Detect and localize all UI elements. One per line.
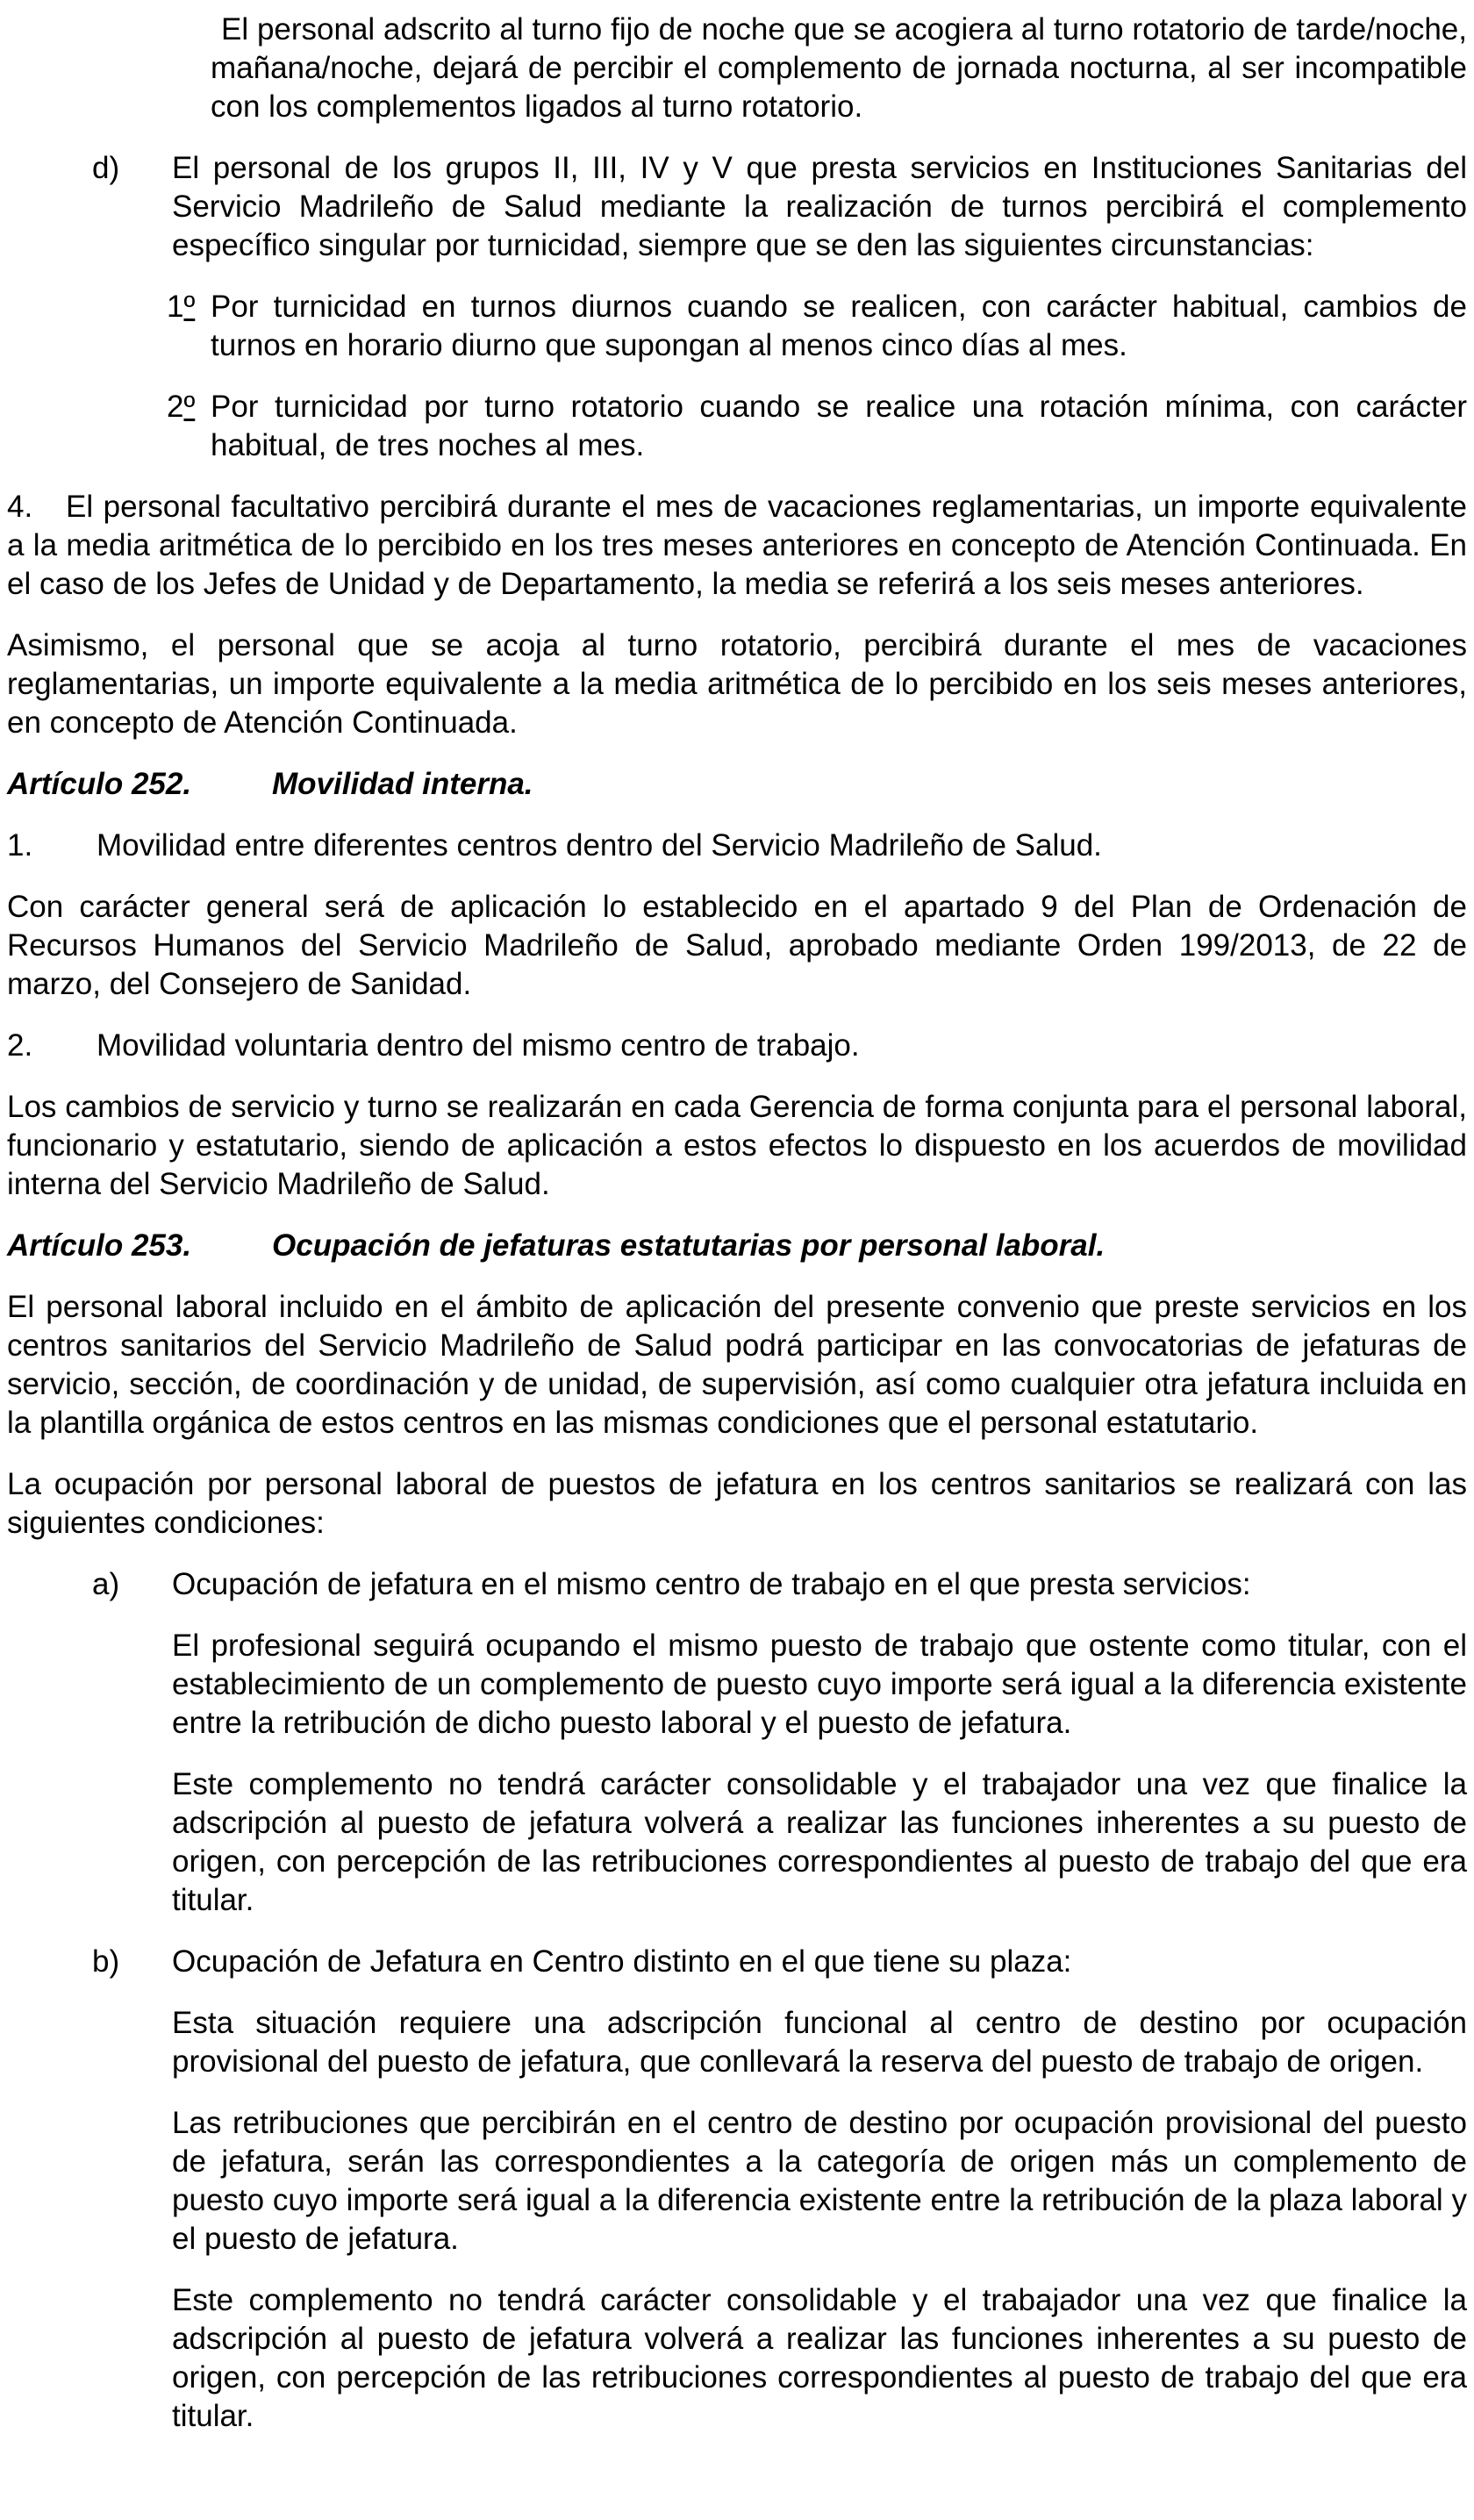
numbered-paragraph bbox=[7, 1027, 1467, 1065]
list-item bbox=[92, 149, 1467, 265]
paragraph: Con carácter general será de aplicación lo establecido en el apartado 9 del Plan de Ordenación de Recursos Humanos del Servicio Madrileño de Salud, aprobado mediante Orden 199/2013, de 22 de marzo, del Consejero de Sanidad. bbox=[7, 890, 1467, 1001]
paragraph: El personal adscrito al turno fijo de noche que se acogiera al turno rotatorio de tarde/noche, mañana/noche, dejará de percibir el complemento de jornada nocturna, al ser incompatible con los complementos ligados al turno rotatorio. bbox=[211, 12, 1467, 124]
list-marker: 1. bbox=[7, 828, 33, 863]
article-number: Artículo 253. bbox=[7, 1228, 192, 1263]
list-marker: 4. bbox=[7, 490, 33, 524]
list-item-text: Por turnicidad por turno rotatorio cuando se realice una rotación mínima, con carácter habitual, de tres noches al mes. bbox=[211, 390, 1467, 462]
list-marker: d) bbox=[92, 151, 120, 185]
list-item-text: Ocupación de jefatura en el mismo centro de trabajo en el que presta servicios: bbox=[172, 1567, 1251, 1601]
list-item-text: Por turnicidad en turnos diurnos cuando se realicen, con carácter habitual, cambios de turnos en horario diurno que supongan al menos cinco días al mes. bbox=[211, 290, 1467, 362]
paragraph: Asimismo, el personal que se acoja al turno rotatorio, percibirá durante el mes de vacaciones reglamentarias, un importe equivalente a la media aritmética de lo percibido en los seis meses anteriores, en concepto de Atención Continuada. bbox=[7, 628, 1467, 740]
paragraph: Esta situación requiere una adscripción funcional al centro de destino por ocupación provisional del puesto de jefatura, que conllevará la reserva del puesto de trabajo de origen. bbox=[172, 2006, 1467, 2079]
list-item bbox=[167, 388, 1467, 465]
paragraph-text: Movilidad entre diferentes centros dentro del Servicio Madrileño de Salud. bbox=[97, 828, 1102, 863]
list-item-text: Ocupación de Jefatura en Centro distinto en el que tiene su plaza: bbox=[172, 1944, 1072, 1979]
list-marker: b) bbox=[92, 1944, 120, 1979]
list-marker: a) bbox=[92, 1567, 120, 1601]
paragraph-text: Movilidad voluntaria dentro del mismo centro de trabajo. bbox=[97, 1028, 860, 1063]
list-item-text: El personal de los grupos II, III, IV y V que presta servicios en Instituciones Sanitarias del Servicio Madrileño de Salud mediante la realización de turnos percibirá el complemento específico singular por turnicidad, siempre que se den las siguientes circunstancias: bbox=[172, 151, 1467, 262]
paragraph-text: El personal facultativo percibirá durante el mes de vacaciones reglamentarias, un importe equivalente a la media aritmética de lo percibido en los tres meses anteriores en concepto de Atención Continuada. En el caso de los Jefes de Unidad y de Departamento, la media se referirá a los seis meses anteriores. bbox=[7, 490, 1467, 601]
list-item bbox=[92, 1565, 1467, 1604]
list-item bbox=[167, 288, 1467, 365]
paragraph: El profesional seguirá ocupando el mismo puesto de trabajo que ostente como titular, con el establecimiento de un complemento de puesto cuyo importe será igual a la diferencia existente entre la retribución de dicho puesto laboral y el puesto de jefatura. bbox=[172, 1629, 1467, 1740]
list-item bbox=[92, 1943, 1467, 1981]
numbered-paragraph bbox=[7, 827, 1467, 865]
paragraph: Las retribuciones que percibirán en el centro de destino por ocupación provisional del puesto de jefatura, serán las correspondientes a la categoría de origen más un complemento de puesto cuyo importe será igual a la diferencia existente entre la retribución de la plaza laboral y el puesto de jefatura. bbox=[172, 2106, 1467, 2256]
article-heading bbox=[7, 765, 1467, 804]
paragraph: Los cambios de servicio y turno se realizarán en cada Gerencia de forma conjunta para el personal laboral, funcionario y estatutario, siendo de aplicación a estos efectos lo dispuesto en los acuerdos de movilidad interna del Servicio Madrileño de Salud. bbox=[7, 1090, 1467, 1201]
paragraph: La ocupación por personal laboral de puestos de jefatura en los centros sanitarios se realizará con las siguientes condiciones: bbox=[7, 1467, 1467, 1540]
article-number: Artículo 252. bbox=[7, 767, 192, 801]
numbered-paragraph bbox=[7, 488, 1467, 604]
list-marker: 1º bbox=[167, 290, 196, 324]
list-marker: 2º bbox=[167, 390, 196, 424]
article-heading bbox=[7, 1227, 1467, 1265]
paragraph: El personal laboral incluido en el ámbito de aplicación del presente convenio que preste servicios en los centros sanitarios del Servicio Madrileño de Salud podrá participar en las convocatorias de jefaturas de servicio, sección, de coordinación y de unidad, de supervisión, así como cualquier otra jefatura incluida en la plantilla orgánica de estos centros en las mismas condiciones que el personal estatutario. bbox=[7, 1290, 1467, 1440]
list-marker: 2. bbox=[7, 1028, 33, 1063]
article-title: Ocupación de jefaturas estatutarias por personal laboral. bbox=[272, 1228, 1106, 1263]
article-title: Movilidad interna. bbox=[272, 767, 533, 801]
paragraph: Este complemento no tendrá carácter consolidable y el trabajador una vez que finalice la adscripción al puesto de jefatura volverá a realizar las funciones inherentes a su puesto de origen, con percepción de las retribuciones correspondientes al puesto de trabajo del que era titular. bbox=[172, 2283, 1467, 2433]
paragraph: Este complemento no tendrá carácter consolidable y el trabajador una vez que finalice la adscripción al puesto de jefatura volverá a realizar las funciones inherentes a su puesto de origen, con percepción de las retribuciones correspondientes al puesto de trabajo del que era titular. bbox=[172, 1767, 1467, 1917]
